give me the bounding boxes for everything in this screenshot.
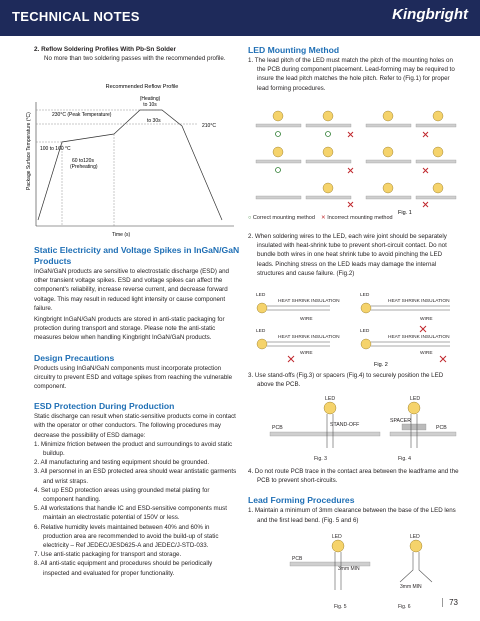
mounting-p4: 4. Do not route PCB trace in the contact area between the leadframe and the PCB to prevent short-circuits.	[248, 468, 459, 485]
reflow-heading: 2. Reflow Soldering Profiles With Pb-Sn Solder	[34, 46, 176, 53]
fig5-pcb: PCB	[292, 556, 303, 562]
fig1-diagram	[248, 102, 460, 224]
fig6-min: 3mm MIN	[400, 584, 422, 590]
fig4-led: LED	[410, 396, 421, 402]
fig2-shrink-a: HEAT SHRINK INSULATION	[278, 299, 340, 304]
esd-item-3: 3. All personnel in an ESD protected area should wear antistatic garments and wrist straps.	[34, 468, 237, 485]
fig4-spacer: SPACER	[390, 418, 411, 424]
peak-label: 230°C (Peak Temperature)	[52, 112, 112, 118]
static-heading-1: Static Electricity and Voltage Spikes in InGaN/GaN	[34, 245, 240, 255]
fig2-led-d: LED	[360, 329, 370, 334]
esd-item-4: 4. Set up ESD protection areas using grounded metal plating for component handling.	[34, 486, 210, 504]
mounting-p2: 2. When soldering wires to the LED, each wire joint should be separately insulated with heat-shrink tube to prevent short-circuit contact. Do not bundle both wires in one heat shrink tube to avoid pinching the LED leads. Pinching stress on the LED leads may damage the internal structures and cause failure. (Fig.2)	[248, 233, 447, 277]
range-label: 100 to 160 °C	[40, 146, 71, 152]
fig2-wire-b: WIRE	[420, 317, 433, 322]
mounting-p4-block	[248, 467, 460, 525]
heating-label: (Heating)	[139, 96, 161, 102]
fig2-wire-a: WIRE	[300, 317, 313, 322]
design-heading: Design Precautions	[34, 352, 115, 363]
incorrect-icon: ✕	[321, 215, 326, 221]
fig2-led-b: LED	[360, 293, 370, 298]
t210-label: 210°C	[202, 123, 216, 129]
esd-item-6: 6. Relative humidity levels maintained between 40% and 60% in production area are recommended to avoid the build-up of static electricity – Ref JEDEC/JESD625-A and JEDEC/J-STD-033.	[34, 523, 219, 550]
legend-correct: Correct mounting method	[252, 215, 315, 221]
reflow-curve	[38, 110, 222, 220]
esd-item-8: 8. All anti-static equipment and procedures should be periodically inspected and evaluated for proper functionality.	[34, 560, 213, 577]
reflow-section	[34, 45, 240, 63]
reflow-text: No more than two soldering passes with the recommended profile.	[44, 55, 226, 62]
reflow-profile-chart	[22, 80, 242, 240]
mounting-section	[248, 45, 460, 93]
esd-item-1: 1. Minimize friction between the product and surroundings to avoid static buildup.	[34, 440, 233, 458]
legend-incorrect: Incorrect mounting method	[327, 215, 393, 221]
mounting-p2-block	[248, 232, 460, 278]
fig3-fig4-diagram	[250, 392, 460, 464]
fig6-label: Fig. 6	[398, 604, 411, 610]
fig2-led-a: LED	[256, 293, 266, 298]
fig5-led: LED	[332, 534, 342, 540]
x-axis-label: Time (s)	[112, 232, 131, 238]
kingbright-logo: Kingbright	[392, 6, 468, 23]
fig4-pcb: PCB	[436, 425, 447, 431]
static-section	[34, 245, 240, 578]
esd-item-2: 2. All manufacturing and testing equipment should be grounded.	[34, 459, 210, 467]
fig3-standoff: STAND-OFF	[330, 422, 360, 428]
y-axis-label: Package Surface Temperature (°C)	[26, 112, 32, 190]
fig2-wire-d: WIRE	[420, 351, 433, 356]
header-title: TECHNICAL NOTES	[12, 9, 140, 24]
fig4-label: Fig. 4	[398, 456, 411, 462]
to30s-label: to 30s	[147, 118, 161, 124]
fig2-wire-c: WIRE	[300, 351, 313, 356]
fig3-led: LED	[325, 396, 336, 402]
page-header	[0, 0, 480, 36]
static-paragraph-1: InGaN/GaN products are sensitive to electrostatic discharge (ESD) and other transient voltage spikes. ESD and voltage spikes can affect the component's reliability, increase reverse current, and decrease forward voltage. This may result in reduced light intensity or cause component failure.	[34, 268, 229, 312]
mounting-p1: 1. The lead pitch of the LED must match the pitch of the mounting holes on the PCB during component placement. Lead-forming may be required to insure the lead pitch matches the hole pitch. Refer to (Fig.1) for proper lead forming procedures.	[248, 57, 455, 92]
forming-p1: 1. Maintain a minimum of 3mm clearance between the base of the LED lens and the first lead bend. (Fig. 5 and 6)	[248, 507, 456, 524]
fig1-legend	[248, 214, 460, 223]
mounting-p3-block	[248, 371, 460, 389]
fig2-diagram	[250, 290, 460, 370]
fig5-fig6-diagram	[250, 530, 460, 610]
static-heading-2: Products	[34, 256, 72, 266]
fig2-shrink-c: HEAT SHRINK INSULATION	[278, 335, 340, 340]
preheat-time-label: 60 to120s	[72, 158, 94, 164]
esd-heading: ESD Protection During Production	[34, 401, 175, 412]
esd-item-7: 7. Use anti-static packaging for transport and storage.	[34, 551, 182, 559]
chart-title: Recommended Reflow Profile	[105, 84, 179, 90]
mounting-p3: 3. Use stand-offs (Fig.3) or spacers (Fig.4) to securely position the LED above the PCB.	[248, 372, 444, 389]
fig1-label: Fig. 1	[398, 210, 412, 216]
page-number: 73	[442, 598, 458, 607]
correct-icon: ○	[248, 215, 252, 221]
esd-item-5: 5. All workstations that handle IC and ESD-sensitive components must maintain an electrostatic potential of 150V or less.	[34, 505, 227, 522]
mounting-heading: LED Mounting Method	[248, 45, 340, 55]
heating-time-label: to 10s	[143, 102, 157, 108]
fig2-label: Fig. 2	[374, 362, 388, 368]
static-paragraph-2: Kingbright InGaN/GaN products are stored in anti-static packaging for protection during transport and storage. Please note the anti-static measures below when handling Kingbright InGaN/GaN products.	[34, 316, 225, 342]
fig6-led: LED	[410, 534, 420, 540]
fig2-led-c: LED	[256, 329, 266, 334]
esd-intro: Static discharge can result when static-sensitive products come in contact with the operator or other conductors. The following procedures may decrease the possibility of ESD damage:	[34, 413, 236, 439]
fig2-shrink-b: HEAT SHRINK INSULATION	[388, 299, 450, 304]
fig5-min: 3mm MIN	[338, 566, 360, 572]
forming-heading: Lead Forming Procedures	[248, 495, 355, 506]
fig3-label: Fig. 3	[314, 456, 327, 462]
preheat-label: (Preheating)	[70, 164, 98, 170]
fig5-label: Fig. 5	[334, 604, 347, 610]
fig2-shrink-d: HEAT SHRINK INSULATION	[388, 335, 450, 340]
design-paragraph: Products using InGaN/GaN components must incorporate protection circuitry to prevent ESD and voltage spikes from reaching the vulnerable component.	[34, 364, 233, 391]
fig3-pcb: PCB	[272, 425, 283, 431]
